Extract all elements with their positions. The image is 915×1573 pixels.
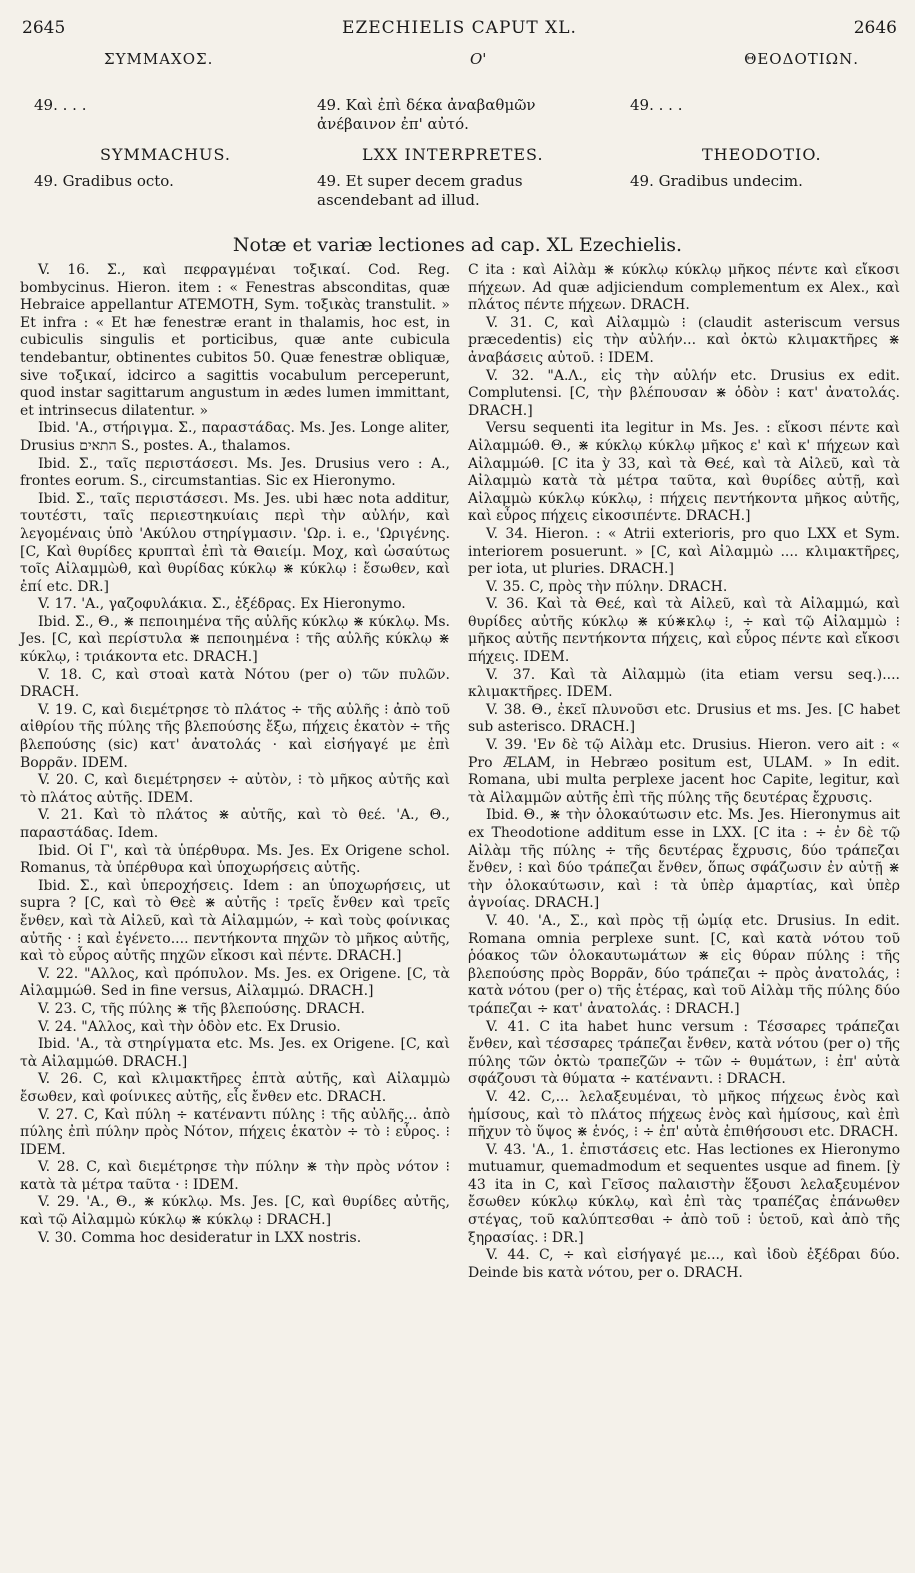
note-paragraph: V. 19. C, καὶ διεμέτρησε τὸ πλάτος ÷ τῆς αὐλῆς ⁝ ἀπὸ τοῦ αἰθρίου τῆς πύλης τῆς βλεπούσης ἔξω, πήχεις ἑκατὸν ÷ τῆς βλεπούσης (sic) κατ' ἀνατολάς · καὶ εἰσήγαγέ με ἐπὶ Βορρᾶν. IDEM. xyxy=(20,701,450,771)
header-lxx-greek: Ο' xyxy=(470,50,487,68)
note-paragraph: V. 20. C, καὶ διεμέτρησεν ÷ αὐτὸν, ⁝ τὸ μῆκος αὐτῆς καὶ τὸ πλάτος αὐτῆς. IDEM. xyxy=(20,772,450,806)
note-paragraph: V. 23. C, τῆς πύλης ⋇ τῆς βλεπούσης. DRACH. xyxy=(38,1000,365,1017)
note-paragraph: V. 30. Comma hoc desideratur in LXX nostris. xyxy=(38,1229,362,1246)
running-head xyxy=(22,18,897,42)
lxx-greek-verse: 49. Καὶ ἐπὶ δέκα ἀναβαθμῶν ἀνέβαινον ἐπ' αὐτό. xyxy=(317,96,536,133)
note-paragraph: V. 42. C,... λελαξευμέναι, τὸ μῆκος πήχεως ἑνὸς καὶ ἡμίσους, καὶ τὸ πλάτος πήχεως ἑνὸς καὶ ἡμίσους, καὶ ἐπὶ πῆχυν τὸ ὕψος ⋇ ἑνός, ⁝ ÷ ἐπ' αὐτὰ ἐπιθήσουσι etc. DRACH. xyxy=(468,1088,900,1141)
note-paragraph: V. 24. "Αλλος, καὶ τὴν ὁδὸν etc. Ex Drusio. xyxy=(38,1018,341,1035)
header-theodotion-greek: ΘΕΟΔΟΤΙΩΝ. xyxy=(744,50,859,68)
symmachus-greek-verse: 49. . . . xyxy=(34,96,87,114)
theodotion-latin-verse: 49. Gradibus undecim. xyxy=(630,172,803,190)
lxx-latin-verse: 49. Et super decem gradus ascendebant ad illud. xyxy=(317,172,523,209)
note-paragraph: V. 41. C ita habet hunc versum : Τέσσαρες τράπεζαι ἔνθεν, καὶ τέσσαρες τράπεζαι ἔνθεν, κατὰ νότου (per o) τῆς πύλης τῶν ὀκτὼ τραπεζῶν ÷ τῶν ÷ θυμάτων, ⁝ ἐπ' αὐτὰ σφάζουσι τὰ θύματα ÷ κατέναντι. ⁝ DRACH. xyxy=(468,1018,900,1088)
notes-right-column xyxy=(468,262,900,1282)
greek-column-headers xyxy=(22,50,897,72)
note-paragraph: V. 34. Hieron. : « Atrii exterioris, pro quo LXX et Sym. interiorem posuerunt. » [C, καὶ Αἰλαμμὼ .... κλιμακτῆρες, per iota, ut pluries. DRACH.] xyxy=(468,525,900,578)
note-paragraph: Ibid. Σ., Θ., ⋇ πεποιημένα τῆς αὐλῆς κύκλῳ ⋇ κύκλῳ. Ms. Jes. [C, καὶ περίστυλα ⋇ πεποιημένα ⁝ τῆς αὐλῆς κύκλῳ ⋇ κύκλῳ, ⁝ τριάκοντα etc. DRACH.] xyxy=(20,613,450,666)
note-paragraph: V. 32. "Α.Λ., εἰς τὴν αὐλήν etc. Drusius ex edit. Complutensi. [C, τὴν βλέπουσαν ⋇ ὁδὸν ⁝ κατ' ἀνατολάς. DRACH.] xyxy=(468,367,900,419)
notes-title: Notæ et variæ lectiones ad cap. XL Ezechielis. xyxy=(232,234,683,256)
note-paragraph: V. 29. 'Α., Θ., ⋇ κύκλῳ. Ms. Jes. [C, καὶ θυρίδες αὐτῆς, καὶ τῷ Αἰλαμμὼ κύκλῳ ⋇ κύκλῳ ⁝ DRACH.] xyxy=(20,1194,450,1229)
note-paragraph: V. 28. C, καὶ διεμέτρησε τὴν πύλην ⋇ τὴν πρὸς νότον ⁝ κατὰ τὰ μέτρα ταῦτα · ⁝ IDEM. xyxy=(20,1159,450,1193)
note-paragraph: C ita : καὶ Αἰλὰμ ⋇ κύκλῳ κύκλῳ μῆκος πέντε καὶ εἴκοσι πήχεων. Ad quæ adjiciendum complementum ex Alex., καὶ πλάτος πέντε πήχεων. DRACH. xyxy=(468,262,900,314)
note-paragraph: Ibid. Οἱ Γ', καὶ τὰ ὑπέρθυρα. Ms. Jes. Ex Origene schol. Romanus, τὰ ὑπέρθυρα καὶ ὑποχωρήσεις αὐτῆς. xyxy=(20,842,450,877)
note-paragraph: Versu sequenti ita legitur in Ms. Jes. : εἴκοσι πέντε καὶ Αἰλαμμώθ. Θ., ⋇ κύκλῳ κύκλῳ μῆκος ε' καὶ κ' πήχεων καὶ Αἰλαμμώθ. [C ita ỳ 33, καὶ τὰ Θεέ, καὶ τὰ Αἰλεῦ, καὶ τὰ Αἰλαμμὼ κατὰ τὰ μέτρα ταῦτα, καὶ θυρίδες αὐτῇ, καὶ Αἰλαμμὼ κύκλῳ κύκλῳ, ⁝ πήχεις πεντήκοντα μῆκος αὐτῆς, καὶ εὖρος πήχεις εἰκοσιπέντε. DRACH.] xyxy=(468,420,900,525)
note-paragraph: V. 43. 'Α., 1. ἐπιστάσεις etc. Has lectiones ex Hieronymo mutuamur, quemadmodum et sequentes usque ad finem. [ỳ 43 ita in C, καὶ Γεῖσος παλαιστὴν ἕξουσι λελαξευμένον ἔσωθεν κύκλῳ κύκλῳ, καὶ ἐπὶ τὰς τραπέζας ἐπάνωθεν στέγας, τοῦ καλύπτεσθαι ÷ ἀπὸ τοῦ ⁝ ὑετοῦ, καὶ ἀπὸ τῆς ξηρασίας. ⁝ DR.] xyxy=(468,1141,900,1246)
page-number-right: 2646 xyxy=(853,18,897,38)
note-paragraph: V. 22. "Αλλος, καὶ πρόπυλον. Ms. Jes. ex Origene. [C, τὰ Αἰλαμμώθ. Sed in fine versus, Αἰλαμμώ. DRACH.] xyxy=(20,965,450,1000)
header-theodotion-latin: THEODOTIO. xyxy=(702,145,822,164)
notes-left-column xyxy=(20,262,450,1247)
note-paragraph: V. 31. C, καὶ Αἰλαμμὼ ⁝ (claudit asteriscum versus præcedentis) εἰς τὴν αὐλήν... καὶ ὀκτὼ κλιμακτῆρες ⋇ ἀναβάσεις αὐτοῦ. ⁝ IDEM. xyxy=(468,314,900,366)
note-paragraph: V. 44. C, ÷ καὶ εἰσήγαγέ με..., καὶ ἰδοὺ ἐξέδραι δύο. Deinde bis κατὰ νότου, per o. DRACH. xyxy=(468,1247,900,1281)
running-title: EZECHIELIS CAPUT XL. xyxy=(342,18,577,38)
header-lxx-latin: LXX INTERPRETES. xyxy=(362,145,544,164)
note-paragraph: V. 27. C, Καὶ πύλη ÷ κατέναντι πύλης ⁝ τῆς αὐλῆς... ἀπὸ πύλης ἐπὶ πύλην πρὸς Νότον, πήχεις ἑκατὸν ÷ τὸ ⁝ εὖρος. ⁝ IDEM. xyxy=(20,1106,450,1158)
note-paragraph: V. 26. C, καὶ κλιμακτῆρες ἑπτὰ αὐτῆς, καὶ Αἰλαμμὼ ἔσωθεν, καὶ φοίνικες αὐτῆς, εἷς ἔνθεν etc. DRACH. xyxy=(20,1071,450,1105)
note-paragraph: Ibid. Σ., ταῖς περιστάσεσι. Ms. Jes. ubi hæc nota additur, τουτέστι, ταῖς περιεστηκυίαις περὶ τὴν αὐλήν, καὶ λεγομέναις ὑπὸ 'Ακύλου στηρίγμασιν. 'Ωρ. i. e., 'Ωριγένης. [C, Καὶ θυρίδες κρυπταὶ ἐπὶ τὰ Θαιείμ. Μοχ, καὶ ὡσαύτως τοῖς Αἰλαμμὼθ, καὶ θυρίδας κύκλῳ ⋇ κύκλῳ ⁝ ἔσωθεν, καὶ ἐπί etc. DR.] xyxy=(20,490,450,595)
note-paragraph: Ibid. 'Α., τὰ στηρίγματα etc. Ms. Jes. ex Origene. [C, καὶ τὰ Αἰλαμμώθ. DRACH.] xyxy=(20,1036,450,1070)
note-paragraph: Ibid. Θ., ⋇ τὴν ὁλοκαύτωσιν etc. Ms. Jes. Hieronymus ait ex Theodotione additum esse in LXX. [C ita : ÷ ἐν δὲ τῷ Αἰλὰμ τῆς πύλης ÷ τῆς δευτέρας ἔχρυσις, δύο τράπεζαι ἔνθεν, ⁝ καὶ δύο τράπεζαι ἔνθεν, ὅπως σφάζωσιν ἐν αὐτῇ ⋇ τὴν ὁλοκαύτωσιν, καὶ ⁝ τὰ ὑπὲρ ἁμαρτίας, καὶ ὑπὲρ ἀγνοίας. DRACH.] xyxy=(468,807,900,912)
note-paragraph: V. 37. Καὶ τὰ Αἰλαμμὼ (ita etiam versu seq.).... κλιμακτῆρες. IDEM. xyxy=(468,666,900,701)
note-paragraph: V. 36. Καὶ τὰ Θεέ, καὶ τὰ Αἰλεῦ, καὶ τὰ Αἰλαμμώ, καὶ θυρίδες αὐτῆς κύκλῳ ⋇ κύ⋇κλῳ ⁝, ÷ καὶ τῷ Αἰλαμμὼ ⁝ μῆκος αὐτῆς πεντήκοντα πήχεις, καὶ εὖρος πέντε καὶ εἴκοσι πήχεις. IDEM. xyxy=(468,596,900,666)
note-paragraph: V. 17. 'Α., γαζοφυλάκια. Σ., ἐξέδρας. Ex Hieronymo. xyxy=(38,596,406,613)
note-paragraph: V. 38. Θ., ἐκεῖ πλυνοῦσι etc. Drusius et ms. Jes. [C habet sub asterisco. DRACH.] xyxy=(468,701,900,736)
note-paragraph: Ibid. Σ., ταῖς περιστάσεσι. Ms. Jes. Drusius vero : A., frontes eorum. S., circumstantias. Sic ex Hieronymo. xyxy=(20,455,450,490)
note-paragraph: V. 39. 'Εν δὲ τῷ Αἰλὰμ etc. Drusius. Hieron. vero ait : « Pro ÆLAM, in Hebræo positum est, ULAM. » In edit. Romana, ubi multa perplexe jacent hoc Capite, legitur, καὶ τὰ Αἰλαμμῶν αὐτῆς ἐπὶ τῆς πύλης τῆς δευτέρας ἔχρυσις. xyxy=(468,737,900,806)
note-paragraph: V. 35. C, πρὸς τὴν πύλην. DRACH. xyxy=(486,578,728,595)
note-paragraph: V. 16. Σ., καὶ πεφραγμέναι τοξικαί. Cod. Reg. bombycinus. Hieron. item : « Fenestras absconditas, quæ Hebraice appellantur ATEMOTH, Sym. τοξικὰς transtulit. » Et infra : « Et hæ fenestræ erant in thalamis, hoc est, in cubiculis singulis et porticibus, quæ ante cubicula tendebantur, obtinentes cubitos 50. Quæ fenestræ obliquæ, sive τοξικαί, idcirco a sagittis vocabulum perceperunt, quod instar sagittarum angustum in ædes lumen immittant, et intrinsecus dilatentur. » xyxy=(20,262,450,419)
note-paragraph: Ibid. Σ., καὶ ὑπεροχήσεις. Idem : an ὑποχωρήσεις, ut supra ? [C, καὶ τὸ Θεὲ ⋇ αὐτῆς ⁝ τρεῖς ἔνθεν καὶ τρεῖς ἔνθεν, καὶ τὰ Αἰλεῦ, καὶ τὰ Αἰλαμμών, ÷ καὶ τοὺς φοίνικας αὐτῆς · ⁝ καὶ ἐγένετο.... πεντήκοντα πηχῶν τὸ μῆκος αὐτῆς, καὶ τὸ εὖρος αὐτῆς πηχῶν εἴκοσι καὶ πέντε. DRACH.] xyxy=(20,877,450,965)
note-paragraph: V. 21. Καὶ τὸ πλάτος ⋇ αὐτῆς, καὶ τὸ θεέ. 'Α., Θ., παραστάδας. Idem. xyxy=(20,807,450,841)
note-paragraph: V. 18. C, καὶ στοαὶ κατὰ Νότου (per o) τῶν πυλῶν. DRACH. xyxy=(20,666,450,701)
header-symmachus-greek: ΣΥΜΜΑΧΟΣ. xyxy=(104,50,214,68)
note-paragraph: V. 40. 'Α., Σ., καὶ πρὸς τῇ ὠμίᾳ etc. Drusius. In edit. Romana omnia perplexe sunt. [C, καὶ κατὰ νότου τοῦ ῥόακος τῶν ὁλοκαυτωμάτων ⋇ εἰς θύραν πύλης ⁝ τῆς βλεπούσης πρὸς Βορρᾶν, δύο τράπεζαι ÷ πρὸς ἀνατολάς, ⁝ κατὰ νότου (per o) τῆς ἑτέρας, καὶ τοῦ Αἰλὰμ τῆς πύλης δύο τράπεζαι ÷ κατ' ἀνατολάς. ⁝ DRACH.] xyxy=(468,912,900,1017)
symmachus-latin-verse: 49. Gradibus octo. xyxy=(34,172,174,190)
page-number-left: 2645 xyxy=(22,18,66,38)
note-paragraph: Ibid. 'Α., στήριγμα. Σ., παραστάδας. Ms. Jes. Longe aliter, Drusius התאים S., postes. A., thalamos. xyxy=(20,420,450,454)
header-symmachus-latin: SYMMACHUS. xyxy=(100,145,231,164)
theodotion-greek-verse: 49. . . . xyxy=(630,96,683,114)
